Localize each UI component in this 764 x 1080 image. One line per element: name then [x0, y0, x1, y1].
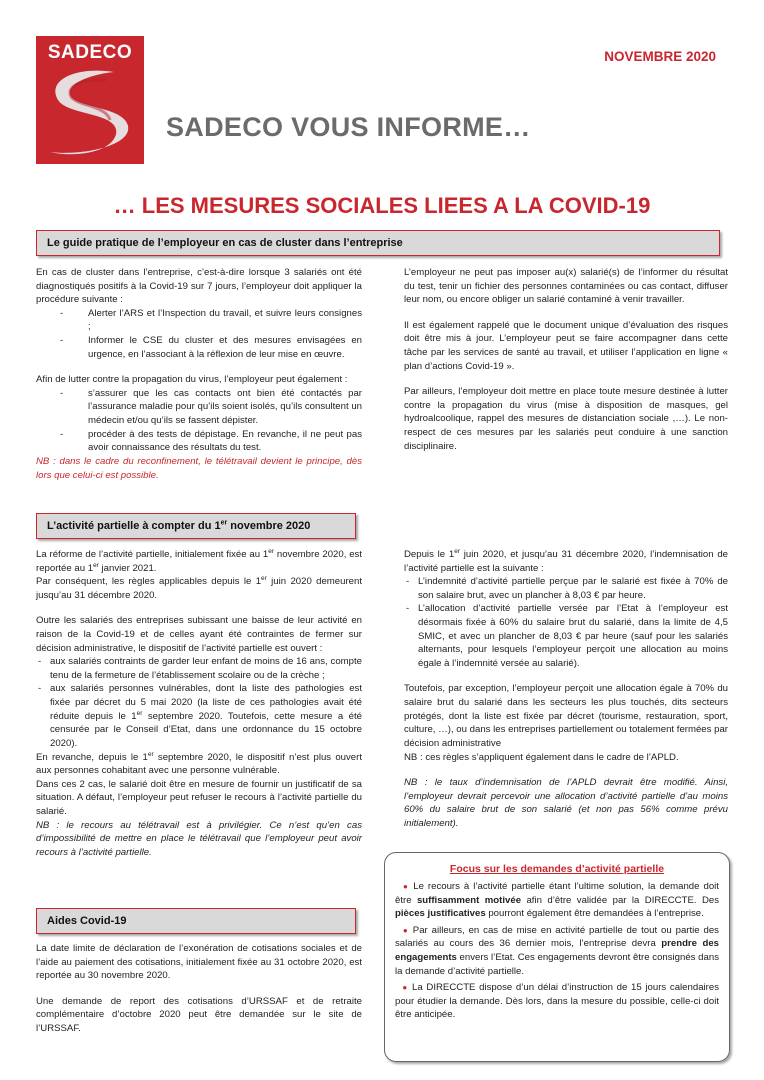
text-part: septembre 2020. Toutefois, cette mesure a été censurée par le Conseil d’Etat, dans une ordonnance du 15 octobre 2020). [50, 710, 363, 749]
apld-nb-note: NB : le taux d’indemnisation de l’APLD devrait être modifié. Ainsi, l’employeur devrait percevoir une allocation d’activité partielle d’au moins 60% du salaire brut de son salarié (et non pas 56% comme prévu initialement). [404, 777, 728, 829]
cluster-measures-paragraph: Par ailleurs, l’employeur doit mettre en place toute mesure destinée à lutter contre la propagation du virus (mise à disposition de masques, gel hydroalcoolique, rappel des mesures de distanciation sociale ,…). Le non-respect de ces mesures par les salariés peut conduire à une sanction disciplinaire. [404, 386, 728, 452]
section-cluster-right-column [404, 266, 728, 453]
superscript: er [268, 547, 275, 555]
superscript: er [261, 575, 267, 583]
text-part: afin d’être validée par la DIRECCTE. Des [521, 894, 720, 906]
section-title-part: novembre 2020 [227, 520, 311, 532]
reform-postponed [36, 548, 362, 575]
cluster-intro: En cas de cluster dans l’entreprise, c’est-à-dire lorsque 3 salariés ont été diagnostiqués positifs à la Covid-19 sur 7 jours, l’employeur doit appliquer la procédure suivante : [36, 267, 362, 306]
page-subtitle: … LES MESURES SOCIALES LIEES A LA COVID-19 [113, 193, 651, 218]
text-bold: prendre des engagements [395, 938, 720, 963]
list-item: - Alerter l’ARS et l’Inspection du travail, et suivre leurs consignes ; [36, 307, 362, 334]
text-part: juin 2020, et jusqu’au 31 décembre 2020, l’indemnisation de l’activité partielle est la suivante : [404, 549, 728, 574]
bullet-icon: ● [402, 925, 409, 935]
bullet-icon: ● [403, 881, 410, 891]
cluster-employer-limits: L’employeur ne peut pas imposer au(x) salarié(s) de l’informer du résultat du test, tenir un fichier des personnes contaminées ou cas contact, diffuser leur nom, ou encore obliger un salarié contaminé à venir travailler. [404, 267, 728, 306]
superscript: er [220, 519, 228, 527]
eligible-employees-list [36, 655, 362, 750]
text-part: janvier 2021. [98, 562, 157, 574]
indemnisation-intro [404, 548, 728, 575]
text-part: aux salariés personnes vulnérables, dont la liste des pathologies est fixée par décret du 5 mai 2020 (la liste de ces pathologies avait été réduite depuis le 1 [50, 683, 362, 722]
list-item: - L’indemnité d’activité partielle perçue par le salarié est fixée à 70% de son salaire brut, avec un plancher à 8,03 € par heure. [404, 575, 728, 602]
section-cluster-left-column [36, 266, 362, 482]
scheme-open-intro: Outre les salariés des entreprises subissant une baisse de leur activité en raison de la Covid-19 et de celles ayant été contraintes de fermer sur décision administrative, le dispositif de l’activité partielle est ouvert : [36, 615, 362, 654]
superscript: er [454, 547, 460, 555]
section-cluster-title-text: Le guide pratique de l’employeur en cas de cluster dans l’entreprise [47, 237, 403, 249]
bullet-icon: ● [402, 983, 409, 993]
list-item: - aux salariés contraints de garder leur enfant de moins de 16 ans, compte tenu de la fermeture de l’établissement scolaire ou de la crèche ; [36, 655, 362, 682]
indemnisation-list [404, 575, 728, 670]
superscript: er [93, 561, 99, 569]
text-part: septembre 2020, le dispositif n’est plus ouvert aux personnes cohabitant avec une personne vulnérable. [36, 751, 362, 777]
focus-title: Focus sur les demandes d’activité partielle [449, 863, 665, 875]
aides-deadline-paragraph: La date limite de déclaration de l’exonération de cotisations sociales et de l’aide au paiement des cotisations, initialement fixée au 31 octobre 2020, est reportée au 30 novembre 2020. [36, 943, 362, 982]
cluster-measures-intro: Afin de lutter contre la propagation du virus, l’employeur peut également : [36, 374, 348, 386]
justification-paragraph: Dans ces 2 cas, le salarié doit être en mesure de fournir un justificatif de sa situation. A défaut, l’employeur peut refuser le recours à l’activité partielle du salarié. [36, 778, 362, 817]
superscript: er [147, 750, 154, 758]
text-bold: pièces justificatives [395, 908, 486, 920]
issue-date: NOVEMBRE 2020 [604, 49, 716, 64]
focus-box [384, 852, 730, 1062]
rules-maintained [36, 575, 362, 602]
cluster-duer-paragraph: Il est également rappelé que le document unique d’évaluation des risques doit être mis à jour. L’employeur peut se faire accompagner dans cette tâche par les services de santé au travail, et utiliser l’application en ligne « plan d’actions Covid-19 ». [404, 319, 728, 372]
page-headline: SADECO VOUS INFORME… [166, 112, 531, 142]
list-item: - L’allocation d’activité partielle versée par l’Etat à l’employeur est désormais fixée à 60% du salaire brut du salarié, dans la limite de 4,5 SMIC, et avec un plancher de 8,03 € par heure (sauf pour les salariés alternants, pour lesquels l’employeur perçoit une allocation au moins égale à l’indemnité versée au salarié). [404, 602, 728, 670]
cluster-nb-note: NB : dans le cadre du reconfinement, le télétravail devient le principe, dès lors que celui-ci est possible. [36, 455, 362, 481]
text-part: envers l’Etat. Ces engagements devront être consignés dans la demande d’activité partielle. [395, 951, 719, 977]
focus-bullet [395, 924, 719, 978]
logo-text: SADECO [47, 42, 133, 63]
section-aides-title [36, 908, 356, 934]
text-part: novembre 2020, est reportée au 1 [36, 549, 362, 574]
text-part: juin 2020 demeurent jusqu’au 31 décembre 2020. [36, 576, 362, 601]
telework-nb-note: NB : le recours au télétravail est à privilégier. Ce n’est qu’en cas d’impossibilité de mettre en place le télétravail que l’employeur peut avoir recours à l’activité partielle. [36, 819, 362, 858]
apld-rules-note: NB : ces règles s’appliquent également dans le cadre de l’APLD. [404, 751, 679, 763]
section-title-part: L’activité partielle à compter du 1 [47, 520, 221, 532]
focus-bullet [395, 880, 719, 921]
exception-paragraph: Toutefois, par exception, l’employeur perçoit une allocation égale à 70% du salaire brut du salarié dans les secteurs les plus touchés, dits secteurs protégés, dont la liste est fixée par décret (tourisme, restauration, sport, culture, …), ou dans les entreprises partiellement ou totalement fermées par décision administrative [404, 683, 728, 749]
section-aides-column [36, 942, 362, 1036]
text-part: Le recours à l’activité partielle étant l’ultime solution, la demande doit être [395, 880, 719, 906]
section-activite-right-column [404, 548, 728, 831]
sadeco-logo [36, 36, 144, 164]
cohabitants-paragraph [36, 751, 362, 778]
list-item: - Informer le CSE du cluster et des mesures envisagées en urgence, en l’associant à la réflexion de leur mise en œuvre. [36, 334, 362, 361]
text-part: Depuis le 1 [404, 549, 455, 560]
text-part: La DIRECCTE dispose d’un délai d’instruction de 15 jours calendaires pour étudier la demande. Dès lors, dans la mesure du possible, celle-ci doit être anticipée. [395, 982, 719, 1021]
text-part: pourront également être demandées à l’entreprise. [485, 908, 704, 920]
list-item [36, 682, 362, 750]
text-bold: suffisamment motivée [416, 894, 522, 906]
section-activite-partielle-title [36, 513, 356, 539]
list-item: - s’assurer que les cas contacts ont bien été contactés par l’assurance maladie pour qu’ils soient isolés, qu’ils consultent un médecin et/ou qu’ils se fassent dépister. [36, 387, 362, 428]
superscript: er [136, 709, 143, 717]
text-part: La réforme de l’activité partielle, initialement fixée au 1 [36, 549, 269, 560]
text-part: Par conséquent, les règles applicables depuis le 1 [36, 576, 262, 588]
cluster-measures-list [36, 387, 362, 455]
section-activite-left-column [36, 548, 362, 859]
section-cluster-title [36, 230, 720, 256]
section-aides-title-text: Aides Covid-19 [47, 915, 127, 927]
text-part: En revanche, depuis le 1 [36, 751, 148, 763]
list-item: - procéder à des tests de dépistage. En revanche, il ne peut pas avoir connaissance des résultats du test. [36, 428, 362, 455]
text-part: Par ailleurs, en cas de mise en activité partielle de tout ou partie des salariés au cours des 36 dernier mois, l’entreprise devra [395, 924, 719, 950]
logo-s-swoosh-icon [36, 66, 144, 164]
focus-bullet [395, 981, 719, 1022]
aides-report-paragraph: Une demande de report des cotisations d’URSSAF et de retraite complémentaire d’octobre 2020 peut être demandée sur le site de l’URSSAF. [36, 995, 362, 1035]
cluster-procedure-list [36, 307, 362, 361]
